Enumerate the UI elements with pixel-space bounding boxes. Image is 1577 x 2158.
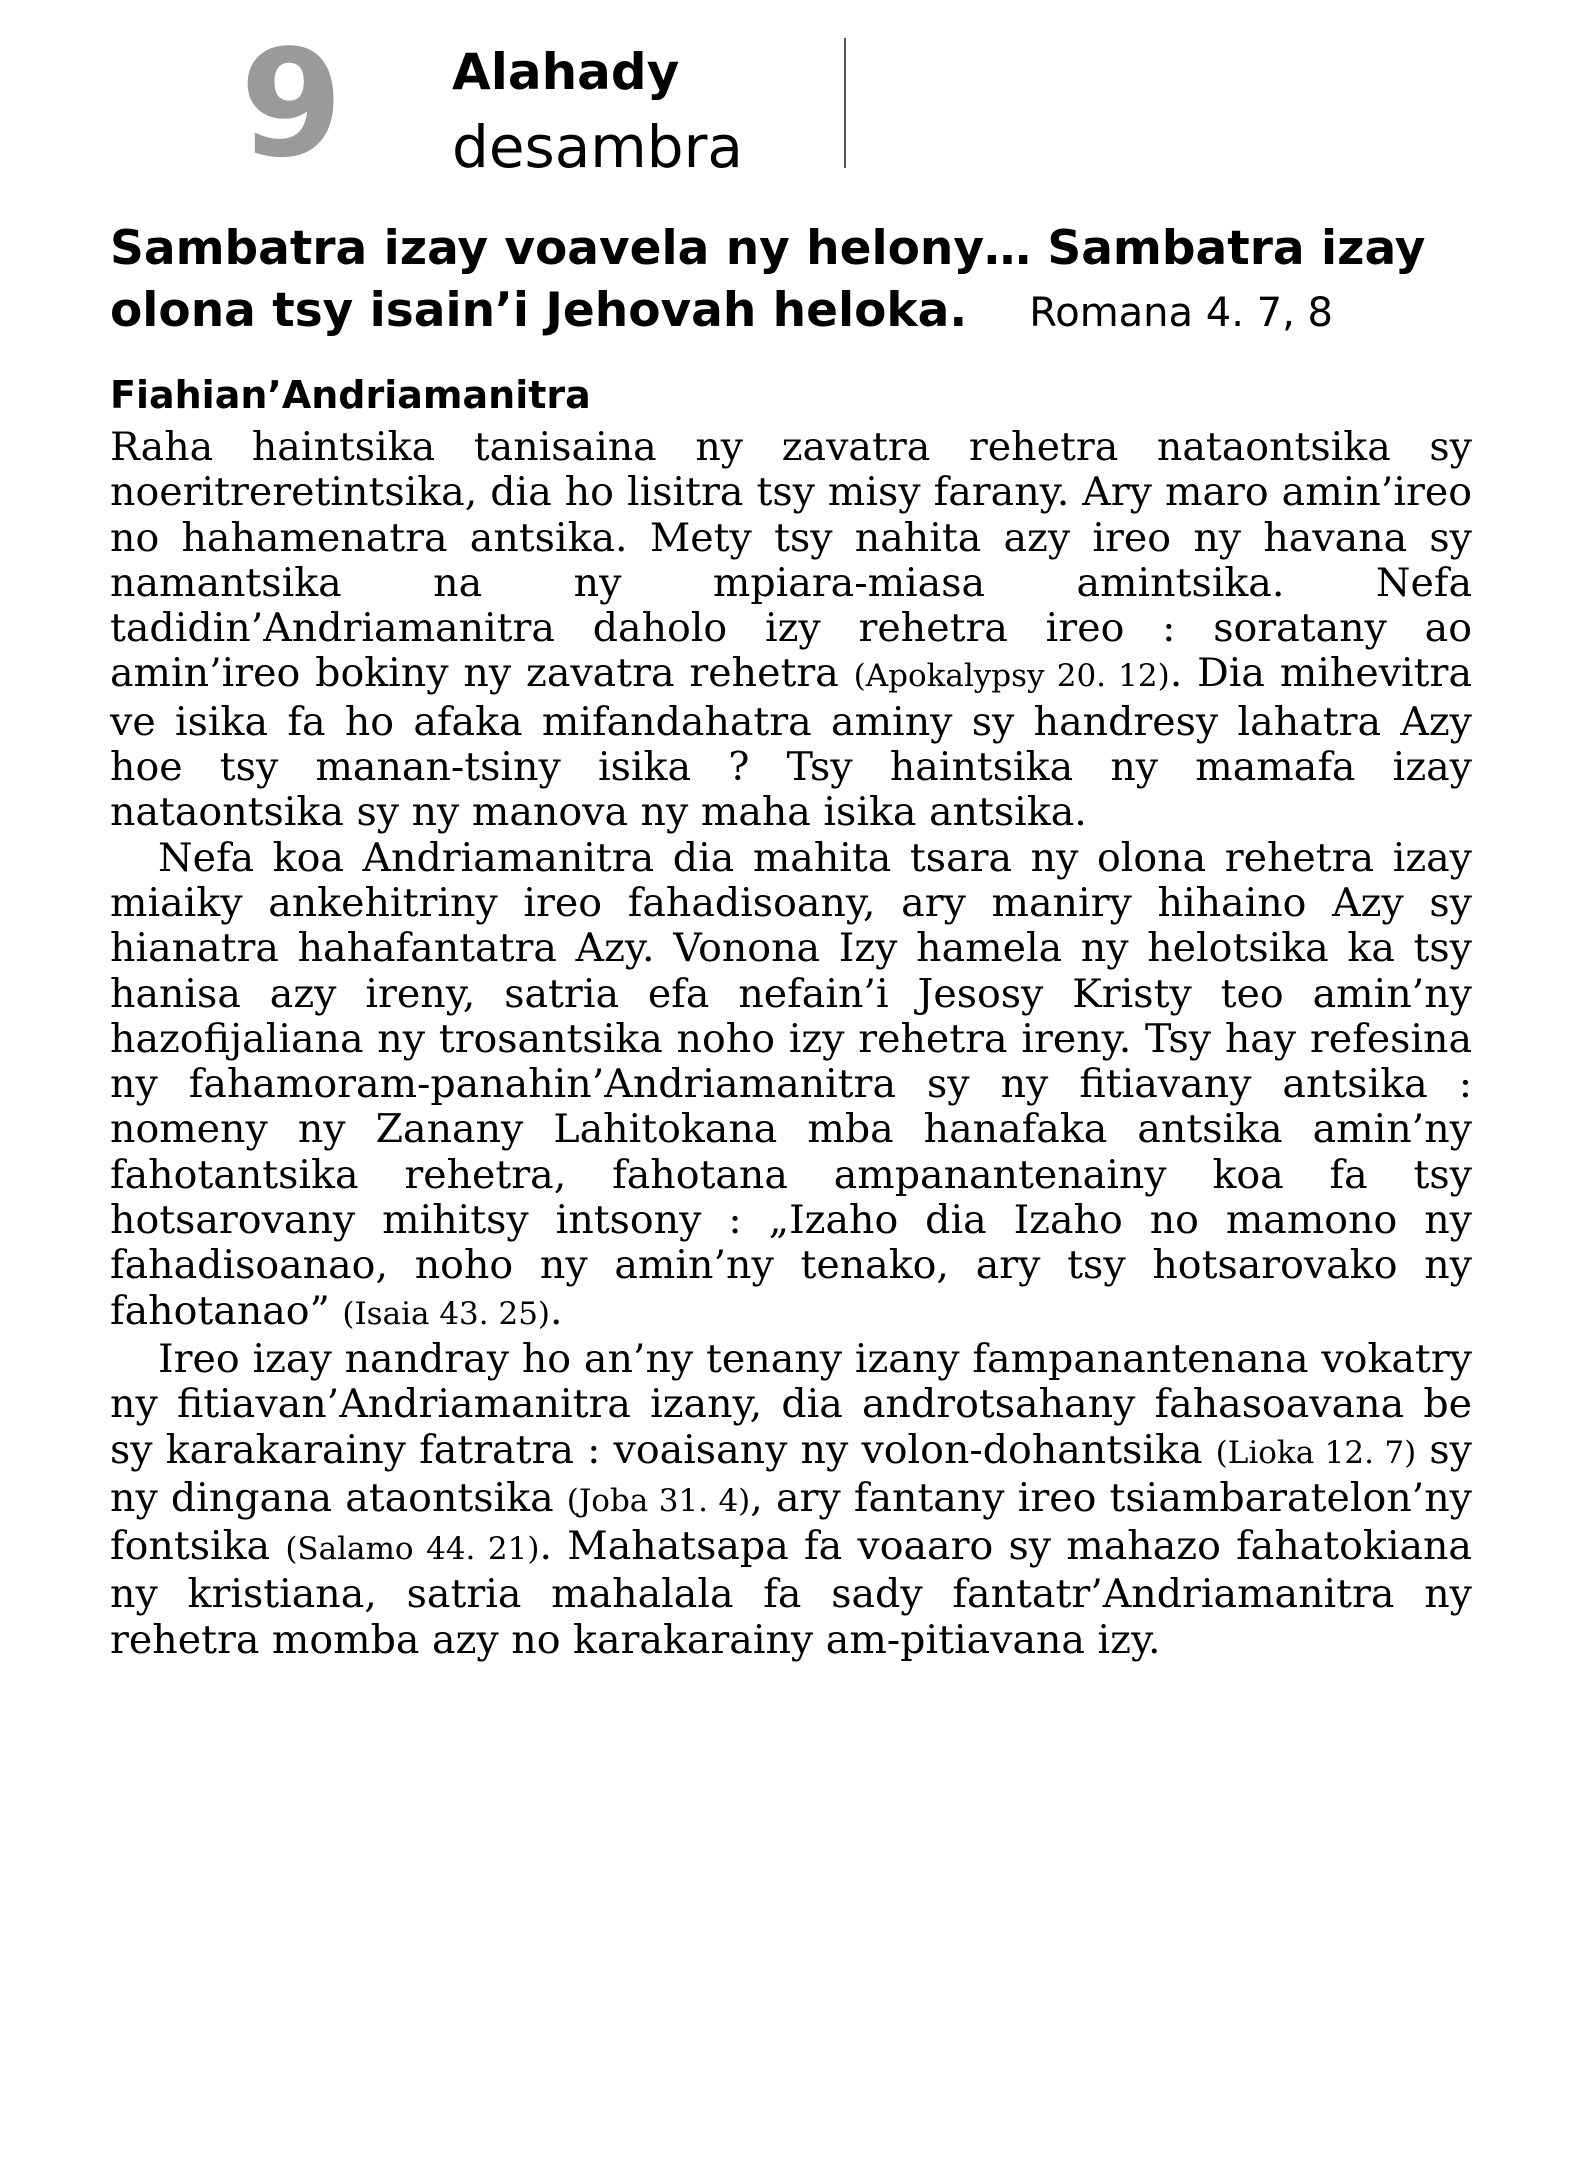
paragraph-3 xyxy=(110,1337,1472,1663)
month-label: desambra xyxy=(452,113,743,181)
paragraph-2 xyxy=(110,836,1472,1337)
article-body xyxy=(110,425,1472,1663)
article-heading: Fiahian’Andriamanitra xyxy=(110,373,591,417)
paragraph-text: Nefa koa Andriamanitra dia mahita tsara ny olona rehetra izay miaiky ankehitriny ireo fahadisoany, ary maniry hihaino Azy sy hianatra hahafantatra Azy. Vonona Izy hamela ny helotsika ka tsy hanisa azy ireny, satria efa nefain’i Jesosy Kristy teo amin’ny hazofijaliana ny trosantsika noho izy rehetra ireny. Tsy hay refesina ny fahamoram-panahin’Andriamanitra sy ny fitiavany antsika : nomeny ny Zanany Lahitokana mba hanafaka antsika amin’ny fahotantsika rehetra, fahotana ampanantenainy koa fa tsy hotsarovany mihitsy intsony : „Izaho dia Izaho no mamono ny fahadisoanao, noho ny amin’ny tenako, ary tsy hotsarovako ny fahotanao” xyxy=(110,834,1472,1334)
paragraph-1 xyxy=(110,425,1472,836)
scripture-reference: (Isaia 43. 25) xyxy=(342,1295,551,1332)
verse-text: Sambatra izay voavela ny helony… Sambatra izay olona tsy isain’i Jehovah heloka. xyxy=(110,221,1426,338)
verse-reference: Romana 4. 7, 8 xyxy=(1029,290,1333,336)
daily-verse xyxy=(110,218,1480,344)
paragraph-text: , ary fantany ireo tsiambaratelon’ny fontsika xyxy=(110,1474,1472,1570)
scripture-reference: (Lioka 12. 7) xyxy=(1215,1434,1417,1471)
paragraph-text: Ireo izay nandray ho an’ny tenany izany fampanantenana vokatry ny fitiavan’Andriamanitra izany, dia androtsahany fahasoavana be sy karakarainy fatratra : voaisany ny volon-dohantsika xyxy=(110,1335,1472,1473)
header-divider xyxy=(844,38,846,168)
paragraph-text: . Dia mihevitra ve isika fa ho afaka mifandahatra aminy sy handresy lahatra Azy hoe tsy manan-tsiny isika ? Tsy haintsika ny mamafa izay nataontsika sy ny manova ny maha isika antsika. xyxy=(110,650,1472,836)
scripture-reference: (Salamo 44. 21) xyxy=(285,1531,540,1568)
scripture-reference: (Joba 31. 4) xyxy=(566,1482,751,1519)
paragraph-text: Raha haintsika tanisaina ny zavatra rehetra nataontsika sy noeritreretintsika, dia ho lisitra tsy misy farany. Ary maro amin’ireo no hahamenatra antsika. Mety tsy nahita azy ireo ny havana sy namantsika na ny mpiara-miasa amintsika. Nefa tadidin’Andriamanitra daholo izy rehetra ireo : soratany ao amin’ireo bokiny ny zavatra rehetra xyxy=(110,424,1472,697)
paragraph-text: sy ny dingana ataontsika xyxy=(110,1426,1472,1521)
weekday-label: Alahady xyxy=(452,43,680,101)
scripture-reference: (Apokalypsy 20. 12) xyxy=(853,658,1170,695)
paragraph-text: . xyxy=(550,1287,563,1334)
paragraph-text: . Mahatsapa fa voaaro sy mahazo fahatokiana ny kristiana, satria mahalala fa sady fantatr’Andriamanitra ny rehetra momba azy no karakarainy am-pitiavana izy. xyxy=(110,1523,1472,1663)
day-number: 9 xyxy=(240,18,341,190)
